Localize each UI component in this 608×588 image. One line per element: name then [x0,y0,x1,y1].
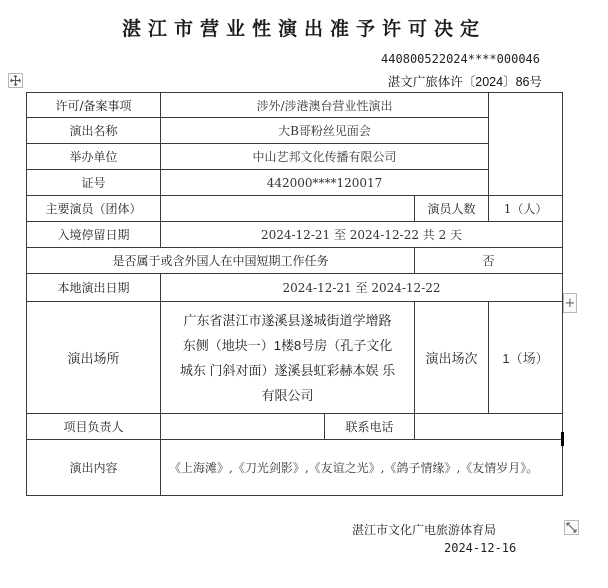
document-code: 440800522024****000046 [381,52,540,66]
table-row [27,248,563,274]
text-cursor [561,432,564,446]
local-dates-value[interactable]: 2024-12-21 至 2024-12-22 [161,274,563,302]
table-row [27,93,563,118]
resize-icon [566,522,577,533]
phone-label: 联系电话 [325,414,415,440]
stay-label: 入境停留日期 [27,222,161,248]
short-term-value[interactable]: 否 [415,248,563,274]
move-icon [10,75,21,86]
venue-line: 城东 门斜对面）遂溪县虹彩赫本娱 乐 [179,362,396,378]
permit-table [26,92,563,496]
performers-value[interactable] [161,196,415,222]
sessions-label: 演出场次 [415,302,489,414]
license-no-label: 证号 [27,170,161,196]
manager-value[interactable] [161,414,325,440]
table-row [27,144,563,170]
performer-count-value[interactable]: 1（人） [489,196,563,222]
organizer-label: 举办单位 [27,144,161,170]
venue-line: 有限公司 [261,387,314,403]
issue-date: 2024-12-16 [444,541,517,555]
permit-type-label: 许可/备案事项 [27,93,161,118]
show-name-value[interactable]: 大B哥粉丝见面会 [161,118,489,144]
venue-value[interactable] [161,302,415,414]
table-row [27,440,563,496]
sessions-value[interactable]: 1（场） [489,302,563,414]
add-row-button[interactable] [563,293,577,313]
manager-label: 项目负责人 [27,414,161,440]
show-name-label: 演出名称 [27,118,161,144]
table-row [27,302,563,414]
performers-label: 主要演员（团体） [27,196,161,222]
blank-cell[interactable] [489,93,563,196]
short-term-label: 是否属于或含外国人在中国短期工作任务 [27,248,415,274]
local-dates-label: 本地演出日期 [27,274,161,302]
venue-line: 广东省湛江市遂溪县遂城街道学增路 [183,312,392,328]
table-row [27,274,563,302]
table-row [27,414,563,440]
table-row [27,118,563,144]
permit-number: 湛文广旅体许〔2024〕86号 [387,75,542,89]
table-resize-handle[interactable] [564,520,579,535]
performer-count-label: 演员人数 [415,196,489,222]
table-row [27,170,563,196]
stay-value[interactable]: 2024-12-21 至 2024-12-22 共 2 天 [161,222,563,248]
plus-icon: + [564,295,576,311]
venue-label: 演出场所 [27,302,161,414]
issuing-authority: 湛江市文化广电旅游体育局 [352,523,497,537]
license-no-value[interactable]: 442000****120017 [161,170,489,196]
document-title: 湛江市营业性演出准予许可决定 [121,18,486,40]
table-row [27,222,563,248]
content-label: 演出内容 [27,440,161,496]
table-row [27,196,563,222]
content-value[interactable]: 《上海滩》,《刀光剑影》,《友谊之光》,《鸽子情缘》,《友情岁月》。 [161,440,563,496]
permit-type-value[interactable]: 涉外/涉港澳台营业性演出 [161,93,489,118]
organizer-value[interactable]: 中山艺邦文化传播有限公司 [161,144,489,170]
table-move-handle[interactable] [8,73,23,88]
venue-line: 东侧（地块一）1楼8号房（孔子文化 [182,337,393,353]
phone-value[interactable] [415,414,563,440]
